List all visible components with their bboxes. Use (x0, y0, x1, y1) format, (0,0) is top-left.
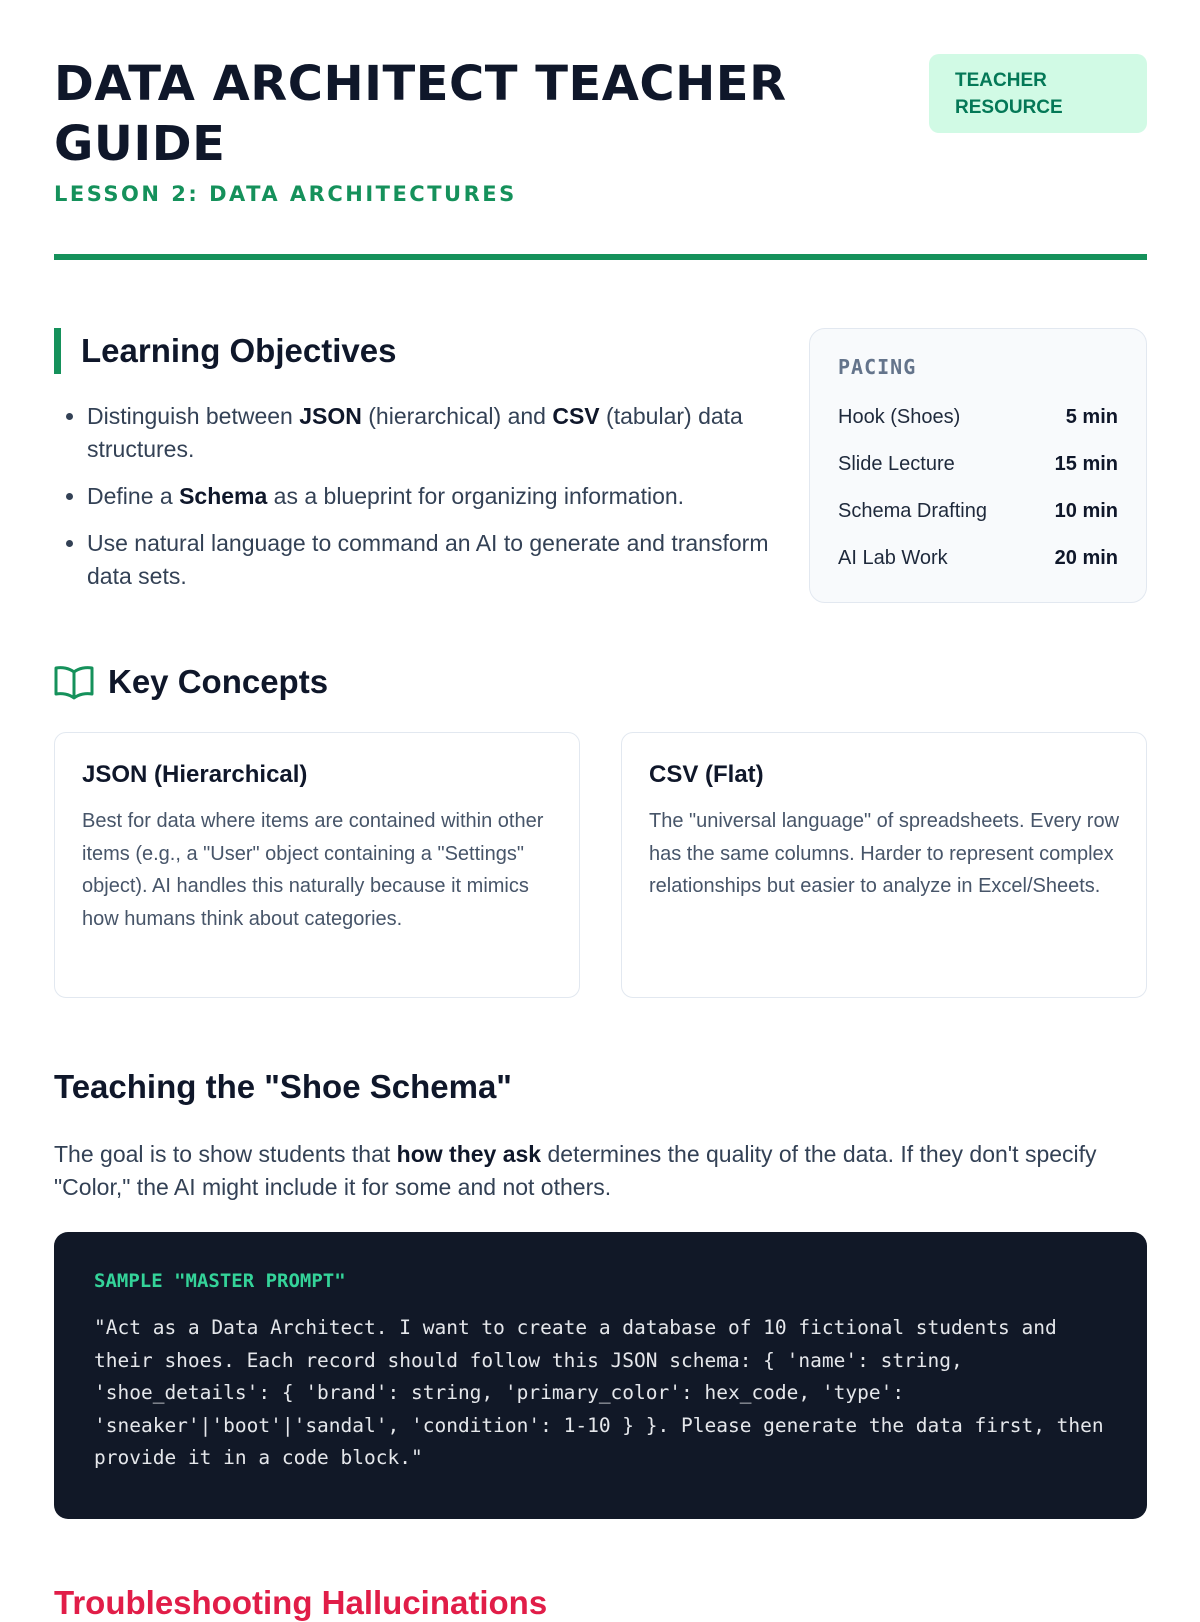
master-prompt-label: SAMPLE "MASTER PROMPT" (94, 1270, 346, 1292)
page-header (54, 0, 1147, 262)
learning-objectives-section (54, 328, 774, 607)
troubleshooting-heading: Troubleshooting Hallucinations (54, 1584, 548, 1621)
pacing-duration: 20 min (1054, 547, 1118, 569)
concept-card-title: JSON (Hierarchical) (82, 761, 308, 788)
teacher-resource-badge: TEACHER RESOURCE (929, 54, 1147, 133)
pacing-label: Hook (Shoes) (838, 406, 961, 428)
pacing-duration: 5 min (1065, 406, 1118, 428)
pacing-row (838, 488, 1118, 535)
pacing-duration: 10 min (1054, 500, 1118, 522)
pacing-duration: 15 min (1054, 453, 1118, 475)
key-concepts-heading (54, 660, 1147, 704)
lesson-subtitle: LESSON 2: DATA ARCHITECTURES (54, 182, 517, 206)
objective-item: • Distinguish between JSON (hierarchical) and CSV (tabular) data structures. (87, 400, 774, 466)
objective-item: • Define a Schema as a blueprint for organizing information. (87, 480, 774, 513)
teacher-guide-page (54, 0, 1147, 1621)
concept-cards (54, 732, 1147, 998)
pacing-row (838, 535, 1118, 582)
concept-card-csv (621, 732, 1147, 998)
key-concepts-section (54, 660, 1147, 998)
pacing-row (838, 394, 1118, 441)
pacing-row (838, 441, 1118, 488)
master-prompt-block (54, 1232, 1147, 1519)
concept-card-body: The "universal language" of spreadsheets. Every row has the same columns. Harder to represent complex relationships but easier to analyze in Excel/Sheets. (649, 810, 1120, 897)
master-prompt-text: "Act as a Data Architect. I want to create a database of 10 fictional students and their shoes. Each record should follow this JSON schema: { 'name': string, 'shoe_details': { 'brand': string, 'primary_color': hex_code, 'type': 'sneaker'|'boot'|'sandal', 'condition': 1-10 } }. Please generate the data first, then provide it in a code block." (94, 1316, 1104, 1469)
pacing-title: PACING (838, 355, 917, 379)
concept-card-title: CSV (Flat) (649, 761, 764, 788)
objectives-heading: Learning Objectives (54, 328, 774, 374)
shoe-schema-heading: Teaching the "Shoe Schema" (54, 1068, 512, 1105)
concept-card-json (54, 732, 580, 998)
header-divider (54, 254, 1147, 260)
pacing-card (809, 328, 1147, 603)
pacing-label: Schema Drafting (838, 500, 987, 522)
page-title: DATA ARCHITECT TEACHER GUIDE (54, 56, 787, 172)
objective-item: • Use natural language to command an AI to generate and transform data sets. (87, 527, 774, 593)
shoe-schema-intro: The goal is to show students that how they ask determines the quality of the data. If they don't specify "Color," the AI might include it for some and not others. (54, 1141, 1097, 1200)
pacing-label: Slide Lecture (838, 453, 955, 475)
open-book-icon (54, 664, 94, 700)
objectives-list (54, 400, 774, 593)
pacing-label: AI Lab Work (838, 547, 948, 569)
key-concepts-title: Key Concepts (108, 663, 329, 700)
shoe-schema-section (54, 1068, 1147, 1204)
concept-card-body: Best for data where items are contained within other items (e.g., a "User" object containing a "Settings" object). AI handles this naturally because it mimics how humans think about categories. (82, 810, 544, 930)
